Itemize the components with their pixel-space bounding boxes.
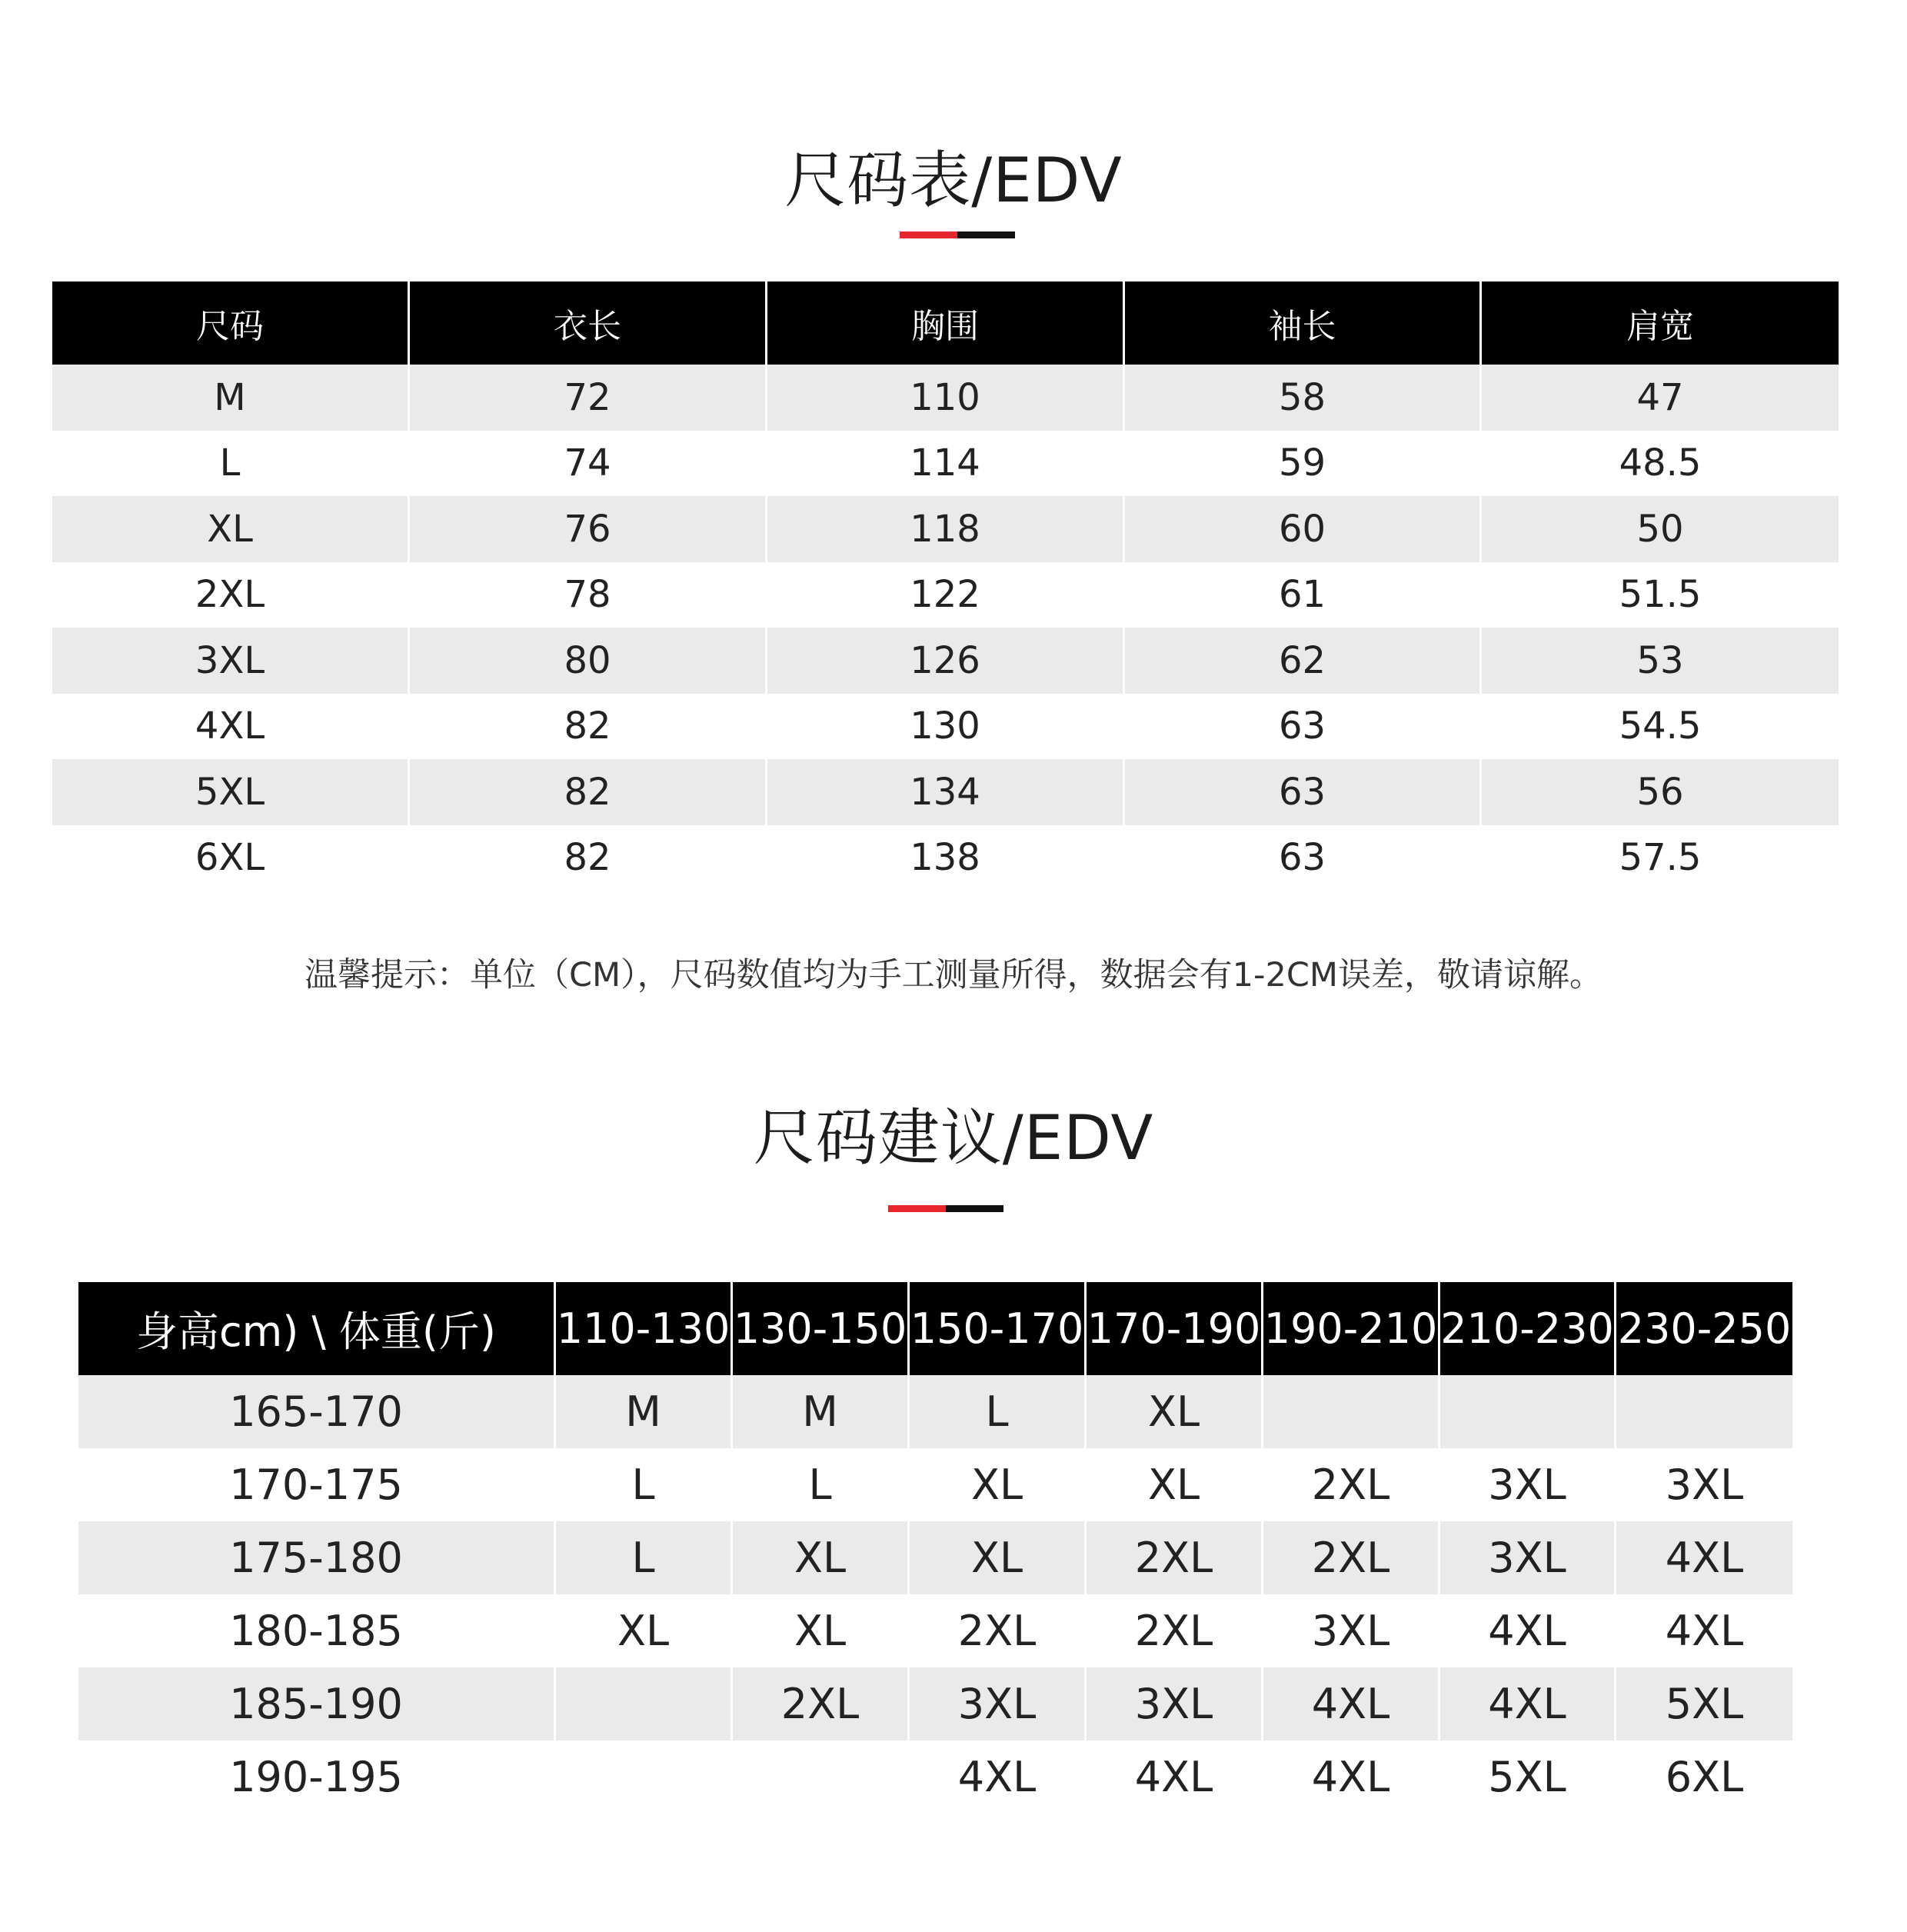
- table-cell: [733, 1740, 910, 1814]
- table-cell: XL: [52, 496, 410, 562]
- table-cell: 82: [410, 825, 767, 891]
- size-recommend-header: 110-130: [556, 1282, 733, 1375]
- table-cell: XL: [733, 1594, 910, 1667]
- table-row: [52, 694, 1839, 760]
- size-recommend-header: 190-210: [1263, 1282, 1440, 1375]
- table-cell: 5XL: [52, 759, 410, 825]
- size-chart-header-row: [52, 281, 1839, 365]
- table-row: [78, 1594, 1792, 1667]
- size-recommend-header: 170-190: [1087, 1282, 1263, 1375]
- table-cell: 3XL: [1440, 1521, 1616, 1594]
- table-cell: 126: [767, 628, 1125, 694]
- table-row: [52, 759, 1839, 825]
- table-cell: 61: [1125, 562, 1482, 628]
- table-row: [52, 431, 1839, 497]
- size-chart-header: 尺码: [52, 281, 410, 365]
- table-row: [52, 365, 1839, 431]
- table-cell: 4XL: [1616, 1594, 1792, 1667]
- table-cell: 4XL: [1440, 1667, 1616, 1740]
- table-cell: 4XL: [910, 1740, 1087, 1814]
- table-cell: 5XL: [1616, 1667, 1792, 1740]
- table-row: [78, 1521, 1792, 1594]
- table-row: [52, 628, 1839, 694]
- table-cell: XL: [910, 1521, 1087, 1594]
- table-cell: 3XL: [1440, 1448, 1616, 1521]
- table-cell: 134: [767, 759, 1125, 825]
- table-cell: 59: [1125, 431, 1482, 497]
- table-cell: 60: [1125, 496, 1482, 562]
- table-cell: 2XL: [1087, 1521, 1263, 1594]
- size-recommend-header: 210-230: [1440, 1282, 1616, 1375]
- table-cell: 6XL: [52, 825, 410, 891]
- table-cell: XL: [1087, 1448, 1263, 1521]
- table-cell: 62: [1125, 628, 1482, 694]
- table-cell: L: [910, 1375, 1087, 1448]
- table-cell: 122: [767, 562, 1125, 628]
- accent-red-segment: [888, 1205, 946, 1212]
- table-cell: 118: [767, 496, 1125, 562]
- table-cell: 80: [410, 628, 767, 694]
- table-row: [78, 1740, 1792, 1814]
- size-recommend-table: [78, 1282, 1792, 1814]
- table-cell: 4XL: [1263, 1667, 1440, 1740]
- size-chart-body: [52, 365, 1839, 891]
- table-row: [52, 562, 1839, 628]
- table-cell: L: [733, 1448, 910, 1521]
- table-cell: 63: [1125, 759, 1482, 825]
- accent-black-segment: [957, 232, 1015, 238]
- table-cell: 2XL: [910, 1594, 1087, 1667]
- table-cell: 3XL: [1616, 1448, 1792, 1521]
- table-cell: L: [556, 1521, 733, 1594]
- table-cell: 6XL: [1616, 1740, 1792, 1814]
- table-cell: XL: [556, 1594, 733, 1667]
- size-chart-header: 肩宽: [1482, 281, 1839, 365]
- size-recommend-header: 130-150: [733, 1282, 910, 1375]
- table-cell: 50: [1482, 496, 1839, 562]
- table-cell: 3XL: [1087, 1667, 1263, 1740]
- table-row: [78, 1448, 1792, 1521]
- table-cell: 130: [767, 694, 1125, 760]
- table-cell: [1440, 1375, 1616, 1448]
- table-cell: [556, 1740, 733, 1814]
- table-cell: 138: [767, 825, 1125, 891]
- table-row: [78, 1667, 1792, 1740]
- table-cell: 48.5: [1482, 431, 1839, 497]
- table-cell: 58: [1125, 365, 1482, 431]
- table-cell: 180-185: [78, 1594, 556, 1667]
- size-recommend-header-row: [78, 1282, 1792, 1375]
- table-cell: 82: [410, 694, 767, 760]
- table-cell: 110: [767, 365, 1125, 431]
- table-cell: 78: [410, 562, 767, 628]
- table-cell: 63: [1125, 694, 1482, 760]
- table-cell: 2XL: [1263, 1521, 1440, 1594]
- table-cell: XL: [910, 1448, 1087, 1521]
- table-cell: 2XL: [1263, 1448, 1440, 1521]
- size-recommend-header: 身高cm) \ 体重(斤): [78, 1282, 556, 1375]
- table-cell: 72: [410, 365, 767, 431]
- table-cell: 4XL: [1440, 1594, 1616, 1667]
- table-cell: 54.5: [1482, 694, 1839, 760]
- size-recommend-title: 尺码建议/EDV: [753, 1102, 1154, 1174]
- measurement-note: 温馨提示：单位（CM），尺码数值均为手工测量所得，数据会有1-2CM误差，敬请谅解。: [305, 956, 1602, 994]
- size-chart-header: 衣长: [410, 281, 767, 365]
- table-cell: 47: [1482, 365, 1839, 431]
- size-recommend-header: 230-250: [1616, 1282, 1792, 1375]
- table-cell: [1616, 1375, 1792, 1448]
- table-cell: 82: [410, 759, 767, 825]
- table-cell: 3XL: [1263, 1594, 1440, 1667]
- table-cell: 56: [1482, 759, 1839, 825]
- table-cell: 5XL: [1440, 1740, 1616, 1814]
- table-cell: 185-190: [78, 1667, 556, 1740]
- table-cell: 76: [410, 496, 767, 562]
- size-recommend-header: 150-170: [910, 1282, 1087, 1375]
- table-cell: XL: [733, 1521, 910, 1594]
- table-row: [52, 496, 1839, 562]
- title-underline-accent: [900, 232, 1015, 238]
- table-cell: M: [556, 1375, 733, 1448]
- table-cell: 165-170: [78, 1375, 556, 1448]
- table-cell: L: [556, 1448, 733, 1521]
- table-cell: L: [52, 431, 410, 497]
- table-cell: 2XL: [52, 562, 410, 628]
- accent-red-segment: [900, 232, 957, 238]
- size-chart-header: 袖长: [1125, 281, 1482, 365]
- table-cell: [556, 1667, 733, 1740]
- table-cell: 3XL: [52, 628, 410, 694]
- table-cell: 4XL: [52, 694, 410, 760]
- table-cell: 53: [1482, 628, 1839, 694]
- size-chart-header: 胸围: [767, 281, 1125, 365]
- table-cell: 4XL: [1087, 1740, 1263, 1814]
- table-row: [78, 1375, 1792, 1448]
- table-cell: 63: [1125, 825, 1482, 891]
- table-cell: 4XL: [1616, 1521, 1792, 1594]
- table-cell: [1263, 1375, 1440, 1448]
- size-chart-title: 尺码表/EDV: [784, 145, 1123, 216]
- table-cell: M: [52, 365, 410, 431]
- size-chart-table: [52, 281, 1839, 891]
- table-cell: 190-195: [78, 1740, 556, 1814]
- accent-black-segment: [946, 1205, 1003, 1212]
- table-cell: 74: [410, 431, 767, 497]
- title-underline-accent: [888, 1205, 1003, 1212]
- table-cell: 114: [767, 431, 1125, 497]
- table-cell: 2XL: [733, 1667, 910, 1740]
- table-cell: 3XL: [910, 1667, 1087, 1740]
- table-cell: 2XL: [1087, 1594, 1263, 1667]
- table-cell: 51.5: [1482, 562, 1839, 628]
- table-cell: 170-175: [78, 1448, 556, 1521]
- table-row: [52, 825, 1839, 891]
- table-cell: 175-180: [78, 1521, 556, 1594]
- table-cell: XL: [1087, 1375, 1263, 1448]
- table-cell: 57.5: [1482, 825, 1839, 891]
- table-cell: M: [733, 1375, 910, 1448]
- size-recommend-body: [78, 1375, 1792, 1814]
- table-cell: 4XL: [1263, 1740, 1440, 1814]
